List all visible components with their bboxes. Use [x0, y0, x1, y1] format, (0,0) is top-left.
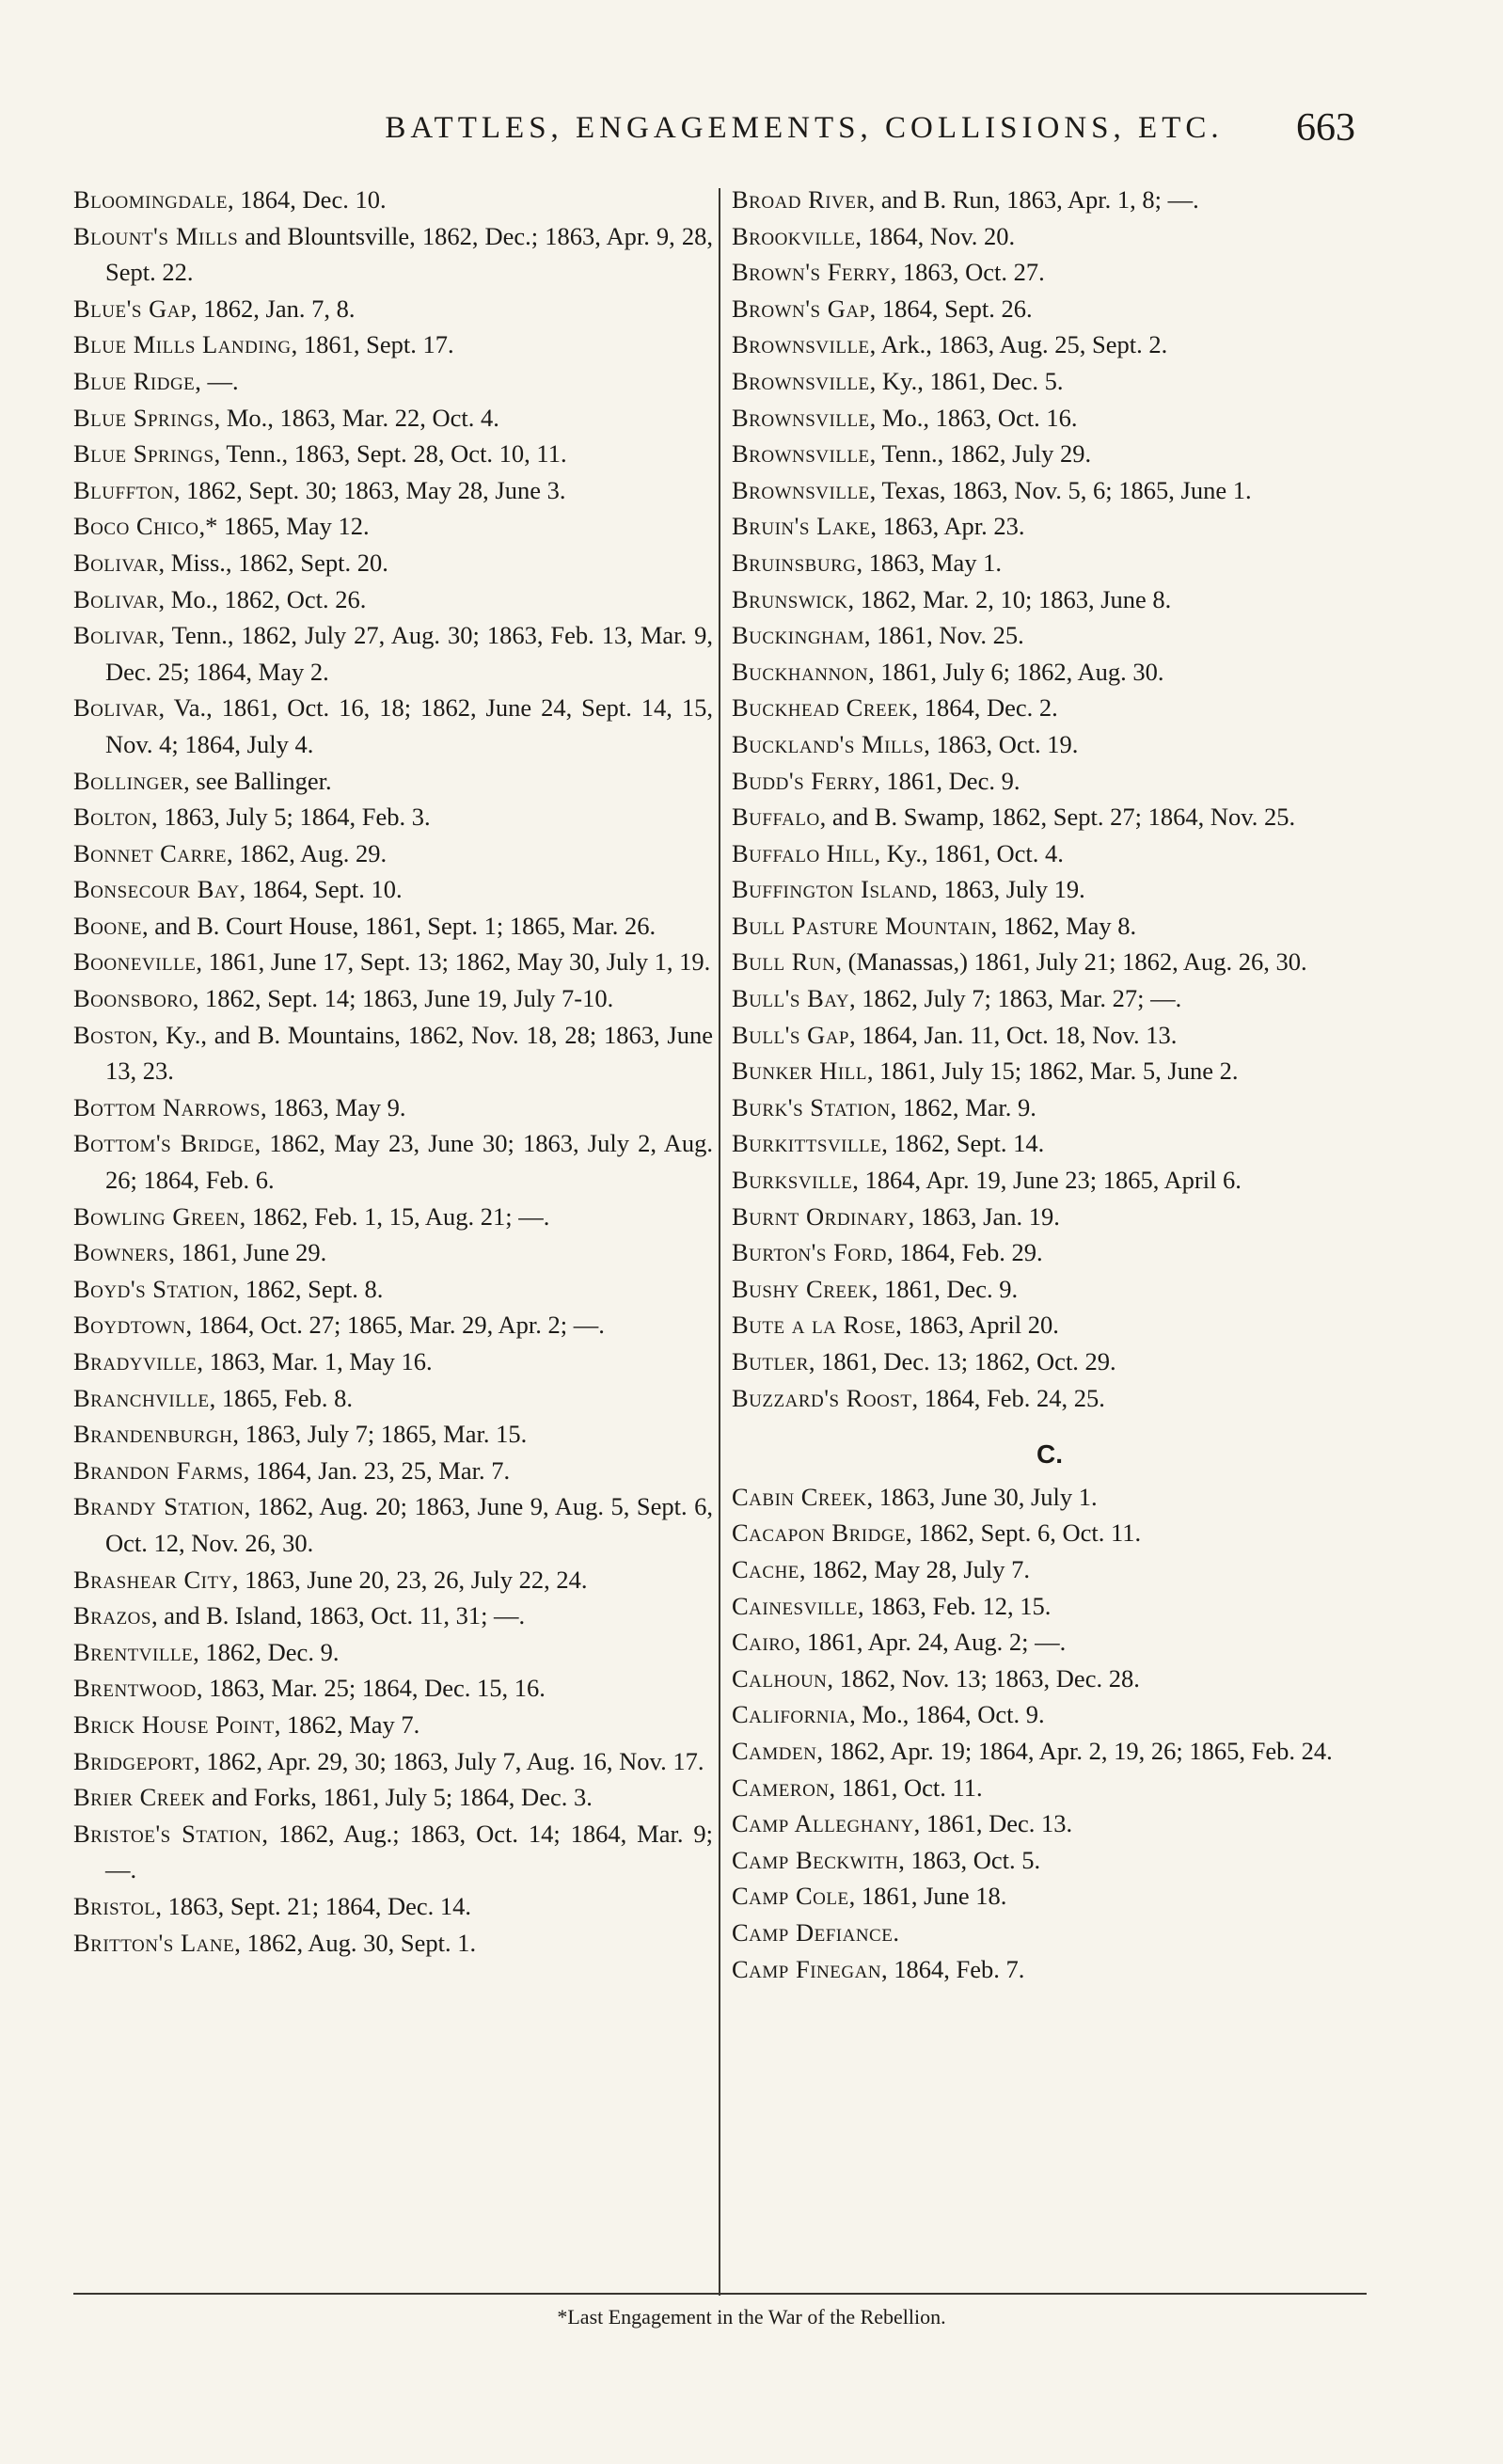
entry-details: , 1861, Apr. 24, Aug. 2; —. — [794, 1628, 1067, 1657]
entry-details: , Va., 1861, Oct. 16, 18; 1862, June 24, Sept. 14, 15, Nov. 4; 1864, July 4. — [105, 693, 713, 758]
entry-name: Brick House Point — [73, 1709, 275, 1739]
index-entry — [732, 1588, 1368, 1625]
entry-details: , 1862, Feb. 1, 15, Aug. 21; —. — [239, 1201, 550, 1231]
entry-name: Blue Ridge — [73, 366, 196, 395]
entry-name: Brandon Farms — [73, 1455, 244, 1485]
entry-details: , 1861, Dec. 13. — [913, 1809, 1073, 1838]
entry-details: , and B. Run, 1863, Apr. 1, 8; —. — [868, 185, 1199, 214]
entry-name: Broad River — [732, 185, 869, 214]
entry-details: , 1862, May 7. — [274, 1709, 420, 1739]
entry-name: Bunker Hill — [732, 1057, 867, 1086]
entry-details: , 1862, May 23, June 30; 1863, July 2, Aug. 26; 1864, Feb. 6. — [105, 1129, 713, 1195]
entry-name: Bottom's Bridge — [73, 1129, 255, 1158]
right-column-c-entries — [732, 1479, 1368, 1987]
entry-name: Bottom Narrows — [73, 1092, 261, 1121]
index-entry — [73, 1089, 713, 1126]
entry-details: , 1863, Oct. 19. — [924, 729, 1079, 758]
entry-name: Buckhead Creek — [732, 693, 912, 723]
entry-details: , 1863, Apr. 23. — [870, 512, 1025, 541]
index-entry — [73, 291, 713, 327]
entry-details: , 1863, July 7; 1865, Mar. 15. — [232, 1420, 528, 1449]
entry-name: Budd's Ferry — [732, 766, 875, 795]
entry-details: , 1862, Aug. 20; 1863, June 9, Aug. 5, Sept. 6, Oct. 12, Nov. 26, 30. — [105, 1492, 713, 1557]
entry-name: Camp Cole — [732, 1882, 849, 1911]
entry-name: Bull's Bay — [732, 984, 849, 1013]
footnote-rule — [73, 2293, 1367, 2295]
entry-name: Boone — [73, 911, 142, 940]
index-entry — [732, 980, 1368, 1017]
index-entry — [73, 763, 713, 800]
entry-name: Blue Springs — [73, 439, 214, 469]
entry-details: , 1864, Feb. 24, 25. — [911, 1383, 1105, 1412]
entry-details: , 1864, Oct. 27; 1865, Mar. 29, Apr. 2; —. — [185, 1311, 605, 1340]
entry-details: , 1864, Sept. 26. — [869, 294, 1033, 323]
index-entry — [73, 835, 713, 872]
index-entry — [73, 944, 713, 980]
entry-details: , Ky., 1861, Dec. 5. — [869, 366, 1064, 395]
index-entry — [73, 908, 713, 945]
page-number: 663 — [1296, 106, 1355, 150]
entry-details: , Tenn., 1862, July 27, Aug. 30; 1863, Feb. 13, Mar. 9, Dec. 25; 1864, May 2. — [105, 621, 713, 686]
index-entry — [73, 1271, 713, 1308]
entry-details: and Forks, 1861, July 5; 1864, Dec. 3. — [205, 1783, 593, 1812]
entry-name: Burnt Ordinary — [732, 1201, 909, 1231]
entry-details: , 1862, Jan. 7, 8. — [191, 294, 356, 323]
entry-details: , Ky., 1861, Oct. 4. — [874, 838, 1064, 867]
index-entry — [73, 871, 713, 908]
entry-details: , 1863, June 30, July 1. — [866, 1482, 1098, 1511]
entry-details: , 1863, July 5; 1864, Feb. 3. — [150, 803, 431, 832]
entry-name: Brown's Ferry — [732, 258, 891, 287]
index-entry — [732, 508, 1368, 545]
entry-details: , Ky., and B. Mountains, 1862, Nov. 18, 28; 1863, June 13, 23. — [105, 1020, 713, 1086]
entry-name: Branchville — [73, 1383, 210, 1412]
entry-name: Brownsville — [732, 330, 870, 359]
index-entry — [73, 1707, 713, 1743]
index-entry — [73, 1017, 713, 1089]
entry-name: Cache — [732, 1554, 799, 1583]
entry-name: Boston — [73, 1020, 152, 1049]
entry-details: , 1864, Dec. 2. — [911, 693, 1058, 723]
entry-name: Cainesville — [732, 1591, 858, 1620]
index-entry — [732, 944, 1368, 980]
entry-name: Bruinsburg — [732, 548, 857, 577]
entry-details: , 1862, Aug. 30, Sept. 1. — [234, 1928, 477, 1957]
entry-name: Buzzard's Roost — [732, 1383, 912, 1412]
entry-details: , 1864, Dec. 10. — [228, 185, 387, 214]
entry-name: Brandy Station — [73, 1492, 245, 1521]
entry-name: Brown's Gap — [732, 294, 870, 323]
entry-details: , 1863, Mar. 1, May 16. — [197, 1347, 433, 1375]
entry-name: Bruin's Lake — [732, 512, 871, 541]
entry-details: , 1862, Sept. 14. — [881, 1129, 1045, 1158]
entry-name: Buffington Island — [732, 875, 932, 904]
entry-details: , 1863, Sept. 21; 1864, Dec. 14. — [155, 1891, 471, 1920]
entry-details: , Tenn., 1862, July 29. — [869, 439, 1092, 469]
entry-details: , 1862, Apr. 29, 30; 1863, July 7, Aug. 16, Nov. 17. — [194, 1746, 704, 1775]
entry-name: Bolton — [73, 803, 151, 832]
index-entry — [732, 1343, 1368, 1380]
entry-name: Britton's Lane — [73, 1928, 235, 1957]
entry-details: , 1862, Sept. 14; 1863, June 19, July 7-10. — [192, 984, 614, 1013]
entry-details: , 1862, May 28, July 7. — [799, 1554, 1031, 1583]
footnote: *Last Engagement in the War of the Rebellion. — [557, 2305, 946, 2329]
index-entry — [732, 1733, 1368, 1770]
entry-name: Bluffton — [73, 475, 174, 504]
index-entry — [73, 799, 713, 835]
entry-name: Bolivar — [73, 548, 159, 577]
index-entry — [732, 726, 1368, 763]
index-entry — [732, 326, 1368, 363]
entry-details: , 1861, June 29. — [168, 1238, 327, 1267]
right-column-b-entries — [732, 182, 1368, 1416]
index-entry — [732, 1380, 1368, 1417]
entry-name: Boonsboro — [73, 984, 193, 1013]
index-entry — [732, 908, 1368, 945]
entry-details: , Mo., 1863, Mar. 22, Oct. 4. — [214, 403, 499, 432]
index-entry — [73, 182, 713, 218]
entry-details: , 1863, May 9. — [260, 1092, 406, 1121]
entry-name: Bridgeport — [73, 1746, 195, 1775]
entry-details: , 1861, Nov. 25. — [863, 621, 1024, 650]
entry-name: Bull's Gap — [732, 1020, 850, 1049]
entry-details: , 1863, Feb. 12, 15. — [857, 1591, 1052, 1620]
entry-details: , 1864, Apr. 19, June 23; 1865, April 6. — [852, 1166, 1242, 1195]
entry-details: , Ark., 1863, Aug. 25, Sept. 2. — [869, 330, 1168, 359]
index-entry — [732, 1842, 1368, 1879]
index-entry — [73, 1488, 713, 1561]
entry-name: Brownsville — [732, 475, 870, 504]
entry-details: , Mo., 1863, Oct. 16. — [869, 403, 1078, 432]
entry-details: , Tenn., 1863, Sept. 28, Oct. 10, 11. — [214, 439, 567, 469]
entry-name: Butler — [732, 1347, 809, 1375]
entry-details: , 1861, Dec. 9. — [874, 766, 1020, 795]
index-entry — [732, 1915, 1368, 1951]
index-entry — [73, 581, 713, 618]
entry-name: Bollinger — [73, 766, 184, 795]
entry-name: Bradyville — [73, 1347, 198, 1375]
index-entry — [73, 218, 713, 291]
entry-details: , 1862, Mar. 2, 10; 1863, June 8. — [847, 584, 1172, 613]
entry-details: , 1861, June 18. — [848, 1882, 1007, 1911]
entry-details: . — [893, 1917, 899, 1947]
index-entry — [73, 1562, 713, 1598]
index-entry — [732, 690, 1368, 726]
index-entry — [73, 1779, 713, 1816]
index-entry — [73, 508, 713, 545]
index-entry — [732, 472, 1368, 509]
index-entry — [73, 472, 713, 509]
index-entry — [732, 1878, 1368, 1915]
entry-name: Blue Mills Landing — [73, 330, 292, 359]
entry-details: , 1862, May 8. — [990, 911, 1137, 940]
index-entry — [732, 1805, 1368, 1842]
entry-name: Brier Creek — [73, 1783, 206, 1812]
index-entry — [732, 1770, 1368, 1806]
entry-name: Camp Alleghany — [732, 1809, 914, 1838]
entry-details: and Blountsville, 1862, Dec.; 1863, Apr. 9, 28, Sept. 22. — [105, 221, 713, 287]
left-column — [73, 182, 713, 1961]
entry-name: Buckingham — [732, 621, 864, 650]
entry-name: Brazos — [73, 1601, 151, 1630]
entry-name: Burk's Station — [732, 1092, 891, 1121]
entry-name: Blount's Mills — [73, 221, 239, 250]
index-entry — [732, 1696, 1368, 1733]
entry-name: Buckhannon — [732, 657, 869, 686]
entry-name: Bristol — [73, 1891, 156, 1920]
entry-details: , 1862, July 7; 1863, Mar. 27; —. — [848, 984, 1182, 1013]
index-entry — [73, 1416, 713, 1453]
entry-details: , 1861, Dec. 13; 1862, Oct. 29. — [808, 1347, 1116, 1375]
entry-name: Brownsville — [732, 439, 870, 469]
index-entry — [732, 436, 1368, 472]
entry-details: , 1864, Feb. 29. — [886, 1238, 1043, 1267]
running-head: BATTLES, ENGAGEMENTS, COLLISIONS, ETC. — [385, 111, 1224, 145]
index-entry — [732, 1661, 1368, 1697]
entry-name: Camp Defiance — [732, 1917, 894, 1947]
entry-details: , Mo., 1864, Oct. 9. — [849, 1700, 1045, 1729]
index-entry — [732, 1624, 1368, 1661]
entry-name: Cairo — [732, 1628, 795, 1657]
index-entry — [732, 291, 1368, 327]
index-entry — [732, 182, 1368, 218]
index-entry — [73, 617, 713, 690]
entry-name: Brentville — [73, 1637, 194, 1666]
index-entry — [73, 1816, 713, 1888]
entry-details: , and B. Court House, 1861, Sept. 1; 1865, Mar. 26. — [141, 911, 657, 940]
entry-name: Bolivar — [73, 621, 159, 650]
entry-details: , 1862, Dec. 9. — [193, 1637, 340, 1666]
entry-name: Calhoun — [732, 1663, 828, 1693]
entry-name: Blue Springs — [73, 403, 214, 432]
entry-details: , 1862, Mar. 9. — [890, 1092, 1036, 1121]
index-entry — [73, 1743, 713, 1780]
entry-name: Booneville — [73, 947, 197, 977]
entry-name: Camp Beckwith — [732, 1845, 899, 1874]
entry-details: , 1862, Aug.; 1863, Oct. 14; 1864, Mar. 9; —. — [105, 1819, 713, 1884]
index-entry — [732, 1017, 1368, 1054]
index-entry — [73, 400, 713, 437]
index-entry — [732, 1479, 1368, 1516]
entry-details: , 1863, Jan. 19. — [908, 1201, 1060, 1231]
index-entry — [732, 545, 1368, 581]
section-heading-c: C. — [1036, 1439, 1063, 1470]
entry-name: Bull Pasture Mountain — [732, 911, 991, 940]
entry-details: , Miss., 1862, Sept. 20. — [158, 548, 388, 577]
entry-name: Brownsville — [732, 366, 870, 395]
entry-details: , 1863, June 20, 23, 26, July 22, 24. — [231, 1565, 588, 1594]
index-entry — [732, 1089, 1368, 1126]
index-entry — [73, 690, 713, 762]
entry-name: Burksville — [732, 1166, 853, 1195]
entry-name: Brownsville — [732, 403, 870, 432]
index-entry — [732, 1199, 1368, 1235]
entry-details: ,* 1865, May 12. — [198, 512, 370, 541]
entry-details: , 1864, Feb. 7. — [881, 1954, 1025, 1983]
entry-name: Buckland's Mills — [732, 729, 925, 758]
entry-name: Camden — [732, 1736, 817, 1765]
entry-name: Brunswick — [732, 584, 848, 613]
entry-details: , 1862, Sept. 30; 1863, May 28, June 3. — [173, 475, 566, 504]
entry-name: Cameron — [732, 1772, 830, 1802]
entry-name: Boco Chico — [73, 512, 199, 541]
entry-name: Bowners — [73, 1238, 169, 1267]
index-entry — [73, 980, 713, 1017]
entry-name: Cacapon Bridge — [732, 1518, 907, 1548]
entry-name: Bolivar — [73, 584, 159, 613]
index-entry — [732, 1271, 1368, 1308]
entry-name: Brandenburgh — [73, 1420, 233, 1449]
entry-details: , (Manassas,) 1861, July 21; 1862, Aug. 26, 30. — [835, 947, 1307, 977]
index-entry — [732, 1234, 1368, 1271]
index-entry — [73, 363, 713, 400]
index-entry — [732, 763, 1368, 800]
entry-details: , 1864, Jan. 23, 25, Mar. 7. — [243, 1455, 511, 1485]
entry-name: Boydtown — [73, 1311, 186, 1340]
entry-details: , 1864, Nov. 20. — [855, 221, 1016, 250]
entry-details: , 1863, May 1. — [856, 548, 1003, 577]
entry-name: Brookville — [732, 221, 856, 250]
index-entry — [73, 1380, 713, 1417]
entry-details: , 1864, Jan. 11, Oct. 18, Nov. 13. — [849, 1020, 1178, 1049]
index-entry — [73, 545, 713, 581]
entry-details: , 1861, July 15; 1862, Mar. 5, June 2. — [866, 1057, 1239, 1086]
index-entry — [73, 1307, 713, 1343]
index-entry — [732, 617, 1368, 654]
entry-details: , 1865, Feb. 8. — [209, 1383, 353, 1412]
entry-details: , 1862, Apr. 19; 1864, Apr. 2, 19, 26; 1865, Feb. 24. — [816, 1736, 1333, 1765]
right-column — [732, 182, 1368, 1987]
index-entry — [73, 1343, 713, 1380]
index-entry — [732, 1551, 1368, 1588]
index-entry — [732, 363, 1368, 400]
entry-details: , 1861, Dec. 9. — [871, 1274, 1019, 1303]
entry-details: , 1862, Nov. 13; 1863, Dec. 28. — [827, 1663, 1140, 1693]
index-entry — [732, 1053, 1368, 1089]
entry-name: Cabin Creek — [732, 1482, 867, 1511]
entry-name: California — [732, 1700, 850, 1729]
entry-name: Bristoe's Station — [73, 1819, 262, 1848]
entry-name: Burkittsville — [732, 1129, 882, 1158]
index-entry — [73, 1125, 713, 1198]
entry-name: Buffalo Hill — [732, 838, 875, 867]
entry-name: Boyd's Station — [73, 1274, 233, 1303]
entry-details: , see Ballinger. — [183, 766, 332, 795]
entry-details: , 1862, Sept. 8. — [232, 1274, 384, 1303]
entry-name: Burton's Ford — [732, 1238, 887, 1267]
entry-details: , Mo., 1862, Oct. 26. — [158, 584, 367, 613]
entry-details: , 1863, April 20. — [895, 1311, 1059, 1340]
entry-name: Camp Finegan — [732, 1954, 882, 1983]
index-entry — [732, 1307, 1368, 1343]
index-entry — [732, 254, 1368, 291]
entry-name: Brentwood — [73, 1674, 197, 1703]
entry-details: , 1864, Sept. 10. — [239, 875, 403, 904]
index-entry — [73, 436, 713, 472]
index-entry — [73, 326, 713, 363]
entry-name: Bolivar — [73, 693, 159, 723]
index-entry — [732, 400, 1368, 437]
entry-name: Bushy Creek — [732, 1274, 872, 1303]
entry-name: Bull Run — [732, 947, 836, 977]
index-entry — [73, 1598, 713, 1634]
entry-details: , 1862, Sept. 6, Oct. 11. — [906, 1518, 1142, 1548]
entry-details: , 1861, July 6; 1862, Aug. 30. — [868, 657, 1164, 686]
index-entry — [73, 1925, 713, 1962]
index-entry — [73, 1888, 713, 1925]
entry-details: , 1862, Aug. 29. — [227, 838, 388, 867]
index-entry — [732, 835, 1368, 872]
index-entry — [73, 1634, 713, 1671]
index-entry — [732, 1515, 1368, 1551]
entry-name: Brashear City — [73, 1565, 232, 1594]
entry-details: , 1861, June 17, Sept. 13; 1862, May 30, July 1, 19. — [196, 947, 711, 977]
index-entry — [732, 799, 1368, 835]
entry-name: Bute a la Rose — [732, 1311, 896, 1340]
entry-details: , 1863, Oct. 27. — [890, 258, 1045, 287]
entry-details: , 1863, July 19. — [931, 875, 1085, 904]
entry-details: , 1861, Sept. 17. — [291, 330, 454, 359]
entry-name: Bonnet Carre — [73, 838, 228, 867]
entry-name: Bowling Green — [73, 1201, 240, 1231]
entry-name: Bonsecour Bay — [73, 875, 240, 904]
entry-name: Buffalo — [732, 803, 820, 832]
index-entry — [732, 1125, 1368, 1162]
entry-details: , and B. Island, 1863, Oct. 11, 31; —. — [150, 1601, 526, 1630]
entry-name: Bloomingdale — [73, 185, 229, 214]
index-entry — [73, 1453, 713, 1489]
index-entry — [732, 1951, 1368, 1988]
entry-name: Blue's Gap — [73, 294, 192, 323]
index-entry — [732, 654, 1368, 691]
index-entry — [732, 581, 1368, 618]
entry-details: , and B. Swamp, 1862, Sept. 27; 1864, Nov. 25. — [819, 803, 1296, 832]
index-entry — [732, 871, 1368, 908]
index-entry — [73, 1199, 713, 1235]
index-entry — [732, 218, 1368, 255]
column-divider — [719, 188, 720, 2296]
entry-details: , 1863, Mar. 25; 1864, Dec. 15, 16. — [196, 1674, 546, 1703]
index-entry — [73, 1234, 713, 1271]
entry-details: , 1863, Oct. 5. — [898, 1845, 1041, 1874]
entry-details: , Texas, 1863, Nov. 5, 6; 1865, June 1. — [869, 475, 1252, 504]
index-entry — [73, 1670, 713, 1707]
index-entry — [732, 1162, 1368, 1199]
entry-details: , —. — [195, 366, 239, 395]
entry-details: , 1861, Oct. 11. — [829, 1772, 983, 1802]
